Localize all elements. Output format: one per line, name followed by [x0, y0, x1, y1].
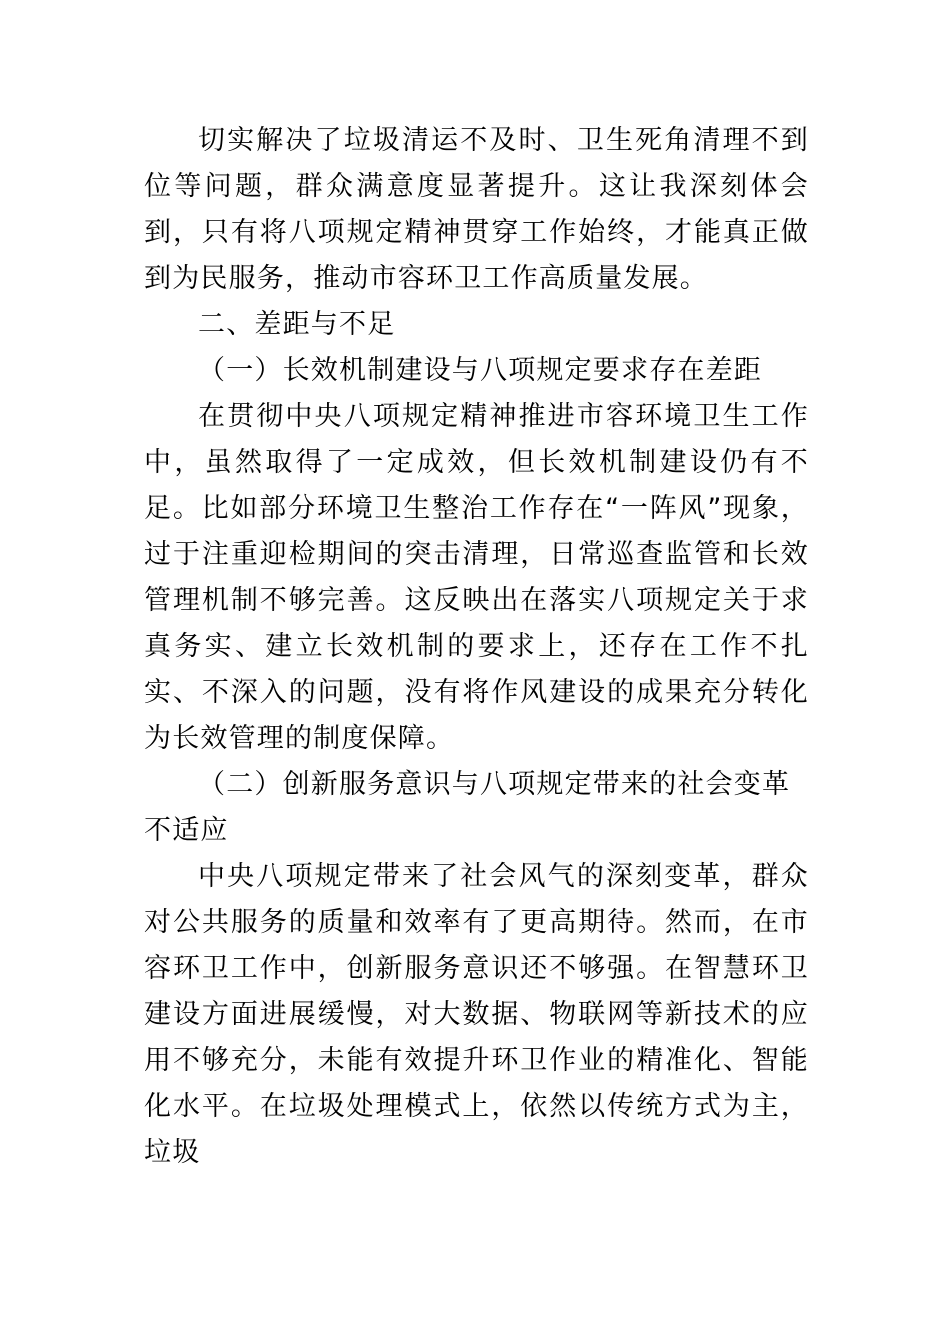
paragraph-innovation-service: 中央八项规定带来了社会风气的深刻变革，群众对公共服务的质量和效率有了更高期待。然而，在市容环卫工作中，创新服务意识还不够强。在智慧环卫建设方面进展缓慢，对大数据、物联网等新技术的应用不够充分，未能有效提升环卫作业的精准化、智能化水平。在垃圾处理模式上，依然以传统方式为主，垃圾 [144, 861, 809, 1168]
paragraph-long-term-mechanism: 在贯彻中央八项规定精神推进市容环境卫生工作中，虽然取得了一定成效，但长效机制建设仍有不足。比如部分环境卫生整治工作存在“一阵风”现象，过于注重迎检期间的突击清理，日常巡查监管和长效管理机制不够完善。这反映出在落实八项规定关于求真务实、建立长效机制的要求上，还存在工作不扎实、不深入的问题，没有将作风建设的成果充分转化为长效管理的制度保障。 [144, 401, 809, 754]
subsection-heading-1: （一）长效机制建设与八项规定要求存在差距 [198, 355, 762, 386]
document-body [144, 118, 809, 1176]
paragraph-intro-continuation: 切实解决了垃圾清运不及时、卫生死角清理不到位等问题，群众满意度显著提升。这让我深刻体会到，只有将八项规定精神贯穿工作始终，才能真正做到为民服务，推动市容环卫工作高质量发展。 [144, 125, 809, 294]
section-heading-gaps: 二、差距与不足 [198, 309, 396, 340]
subsection-heading-2: （二）创新服务意识与八项规定带来的社会变革不适应 [144, 769, 791, 846]
